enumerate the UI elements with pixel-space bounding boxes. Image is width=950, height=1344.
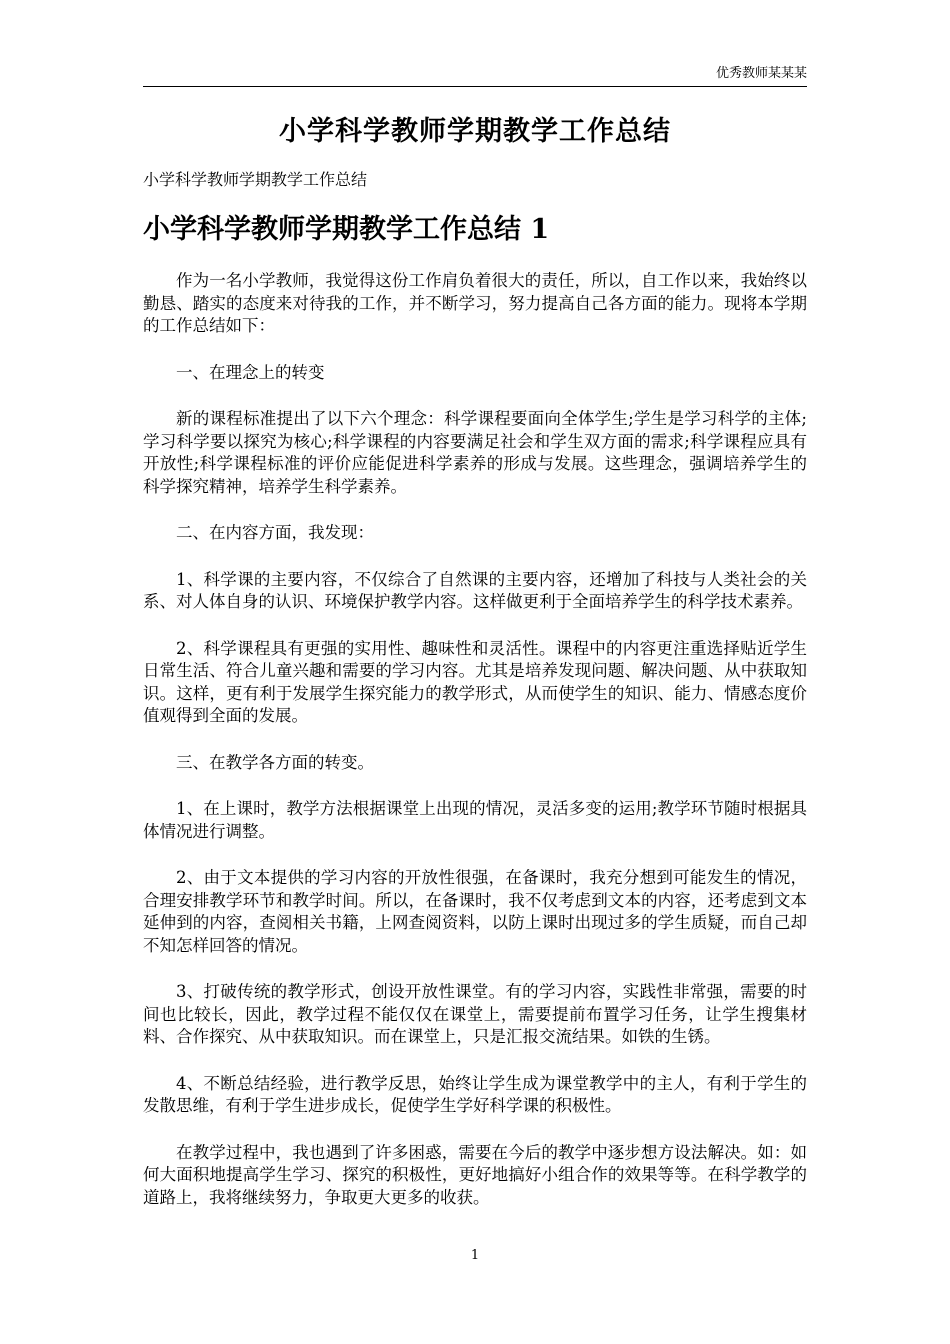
paragraph-heading-content: 二、在内容方面，我发现： <box>176 523 374 542</box>
paragraph-teaching-2: 2、由于文本提供的学习内容的开放性很强，在备课时，我充分想到可能发生的情况，合理安排教学环节和教学时间。所以，在备课时，我不仅考虑到文本的内容，还考虑到文本延伸到的内容，查阅相关书籍，上网查阅资料，以防上课时出现过多的学生质疑，而自己却不知怎样回答的情况。 <box>143 868 807 955</box>
paragraph-content-2: 2、科学课程具有更强的实用性、趣味性和灵活性。课程中的内容更注重选择贴近学生日常生活、符合儿童兴趣和需要的学习内容。尤其是培养发现问题、解决问题、从中获取知识。这样，更有利于发展学生探究能力的教学形式，从而使学生的知识、能力、情感态度价值观得到全面的发展。 <box>143 638 807 725</box>
paragraph-teaching-3: 3、打破传统的教学形式，创设开放性课堂。有的学习内容，实践性非常强，需要的时间也比较长，因此，教学过程不能仅仅在课堂上，需要提前布置学习任务，让学生搜集材料、合作探究、从中获取知识。而在课堂上，只是汇报交流结果。如铁的生锈。 <box>143 982 807 1046</box>
header-divider <box>143 86 807 87</box>
paragraph-content-1: 1、科学课的主要内容，不仅综合了自然课的主要内容，还增加了科技与人类社会的关系、对人体自身的认识、环境保护教学内容。这样做更利于全面培养学生的科学技术素养。 <box>143 569 807 611</box>
paragraph-intro: 作为一名小学教师，我觉得这份工作肩负着很大的责任，所以，自工作以来，我始终以勤恳、踏实的态度来对待我的工作，并不断学习，努力提高自己各方面的能力。现将本学期的工作总结如下： <box>143 271 807 335</box>
paragraph-heading-teaching: 三、在教学各方面的转变。 <box>176 752 374 772</box>
document-title: 小学科学教师学期教学工作总结 <box>279 116 671 147</box>
section-heading: 小学科学教师学期教学工作总结 1 <box>143 214 550 245</box>
header-author: 优秀教师某某某 <box>715 66 807 81</box>
document-subtitle: 小学科学教师学期教学工作总结 <box>143 170 368 189</box>
page-number: 1 <box>470 1248 480 1263</box>
document-body <box>143 112 807 1209</box>
paragraph-heading-concept: 一、在理念上的转变 <box>176 362 325 382</box>
paragraph-teaching-4: 4、不断总结经验，进行教学反思，始终让学生成为课堂教学中的主人，有利于学生的发散思维，有利于学生进步成长，促使学生学好科学课的积极性。 <box>143 1073 807 1115</box>
paragraph-conclusion: 在教学过程中，我也遇到了许多困惑，需要在今后的教学中逐步想方设法解决。如：如何大面积地提高学生学习、探究的积极性，更好地搞好小组合作的效果等等。在科学教学的道路上，我将继续努力，争取更大更多的收获。 <box>143 1142 807 1207</box>
paragraph-teaching-1: 1、在上课时，教学方法根据课堂上出现的情况，灵活多变的运用;教学环节随时根据具体情况进行调整。 <box>143 799 807 841</box>
paragraph-six-concepts: 新的课程标准提出了以下六个理念：科学课程要面向全体学生;学生是学习科学的主体;学习科学要以探究为核心;科学课程的内容要满足社会和学生双方面的需求;科学课程应具有开放性;科学课程标准的评价应能促进科学素养的形成与发展。这些理念，强调培养学生的科学探究精神，培养学生科学素养。 <box>143 409 807 496</box>
